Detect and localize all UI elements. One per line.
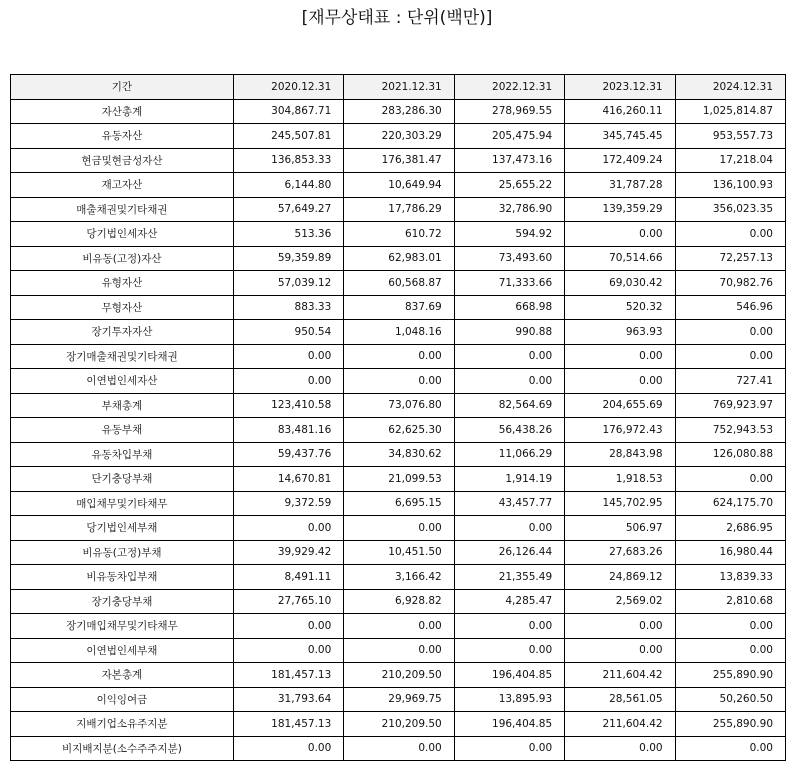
value-cell: 57,649.27 <box>233 197 343 222</box>
value-cell: 70,982.76 <box>675 271 785 296</box>
value-cell: 752,943.53 <box>675 418 785 443</box>
value-cell: 59,437.76 <box>233 442 343 467</box>
value-cell: 594.92 <box>454 222 564 247</box>
value-cell: 245,507.81 <box>233 124 343 149</box>
table-row <box>11 246 786 271</box>
value-cell: 2,569.02 <box>565 589 675 614</box>
value-cell: 62,625.30 <box>344 418 454 443</box>
table-row <box>11 124 786 149</box>
table-body <box>11 99 786 761</box>
table-row <box>11 197 786 222</box>
row-label: 비유동(고정)부채 <box>11 540 234 565</box>
value-cell: 172,409.24 <box>565 148 675 173</box>
value-cell: 82,564.69 <box>454 393 564 418</box>
row-label: 무형자산 <box>11 295 234 320</box>
value-cell: 60,568.87 <box>344 271 454 296</box>
column-header-date: 2020.12.31 <box>233 75 343 100</box>
value-cell: 17,218.04 <box>675 148 785 173</box>
value-cell: 136,100.93 <box>675 173 785 198</box>
row-label: 장기매출채권및기타채권 <box>11 344 234 369</box>
value-cell: 345,745.45 <box>565 124 675 149</box>
value-cell: 0.00 <box>344 516 454 541</box>
value-cell: 0.00 <box>675 222 785 247</box>
value-cell: 39,929.42 <box>233 540 343 565</box>
table-row <box>11 173 786 198</box>
value-cell: 2,810.68 <box>675 589 785 614</box>
value-cell: 73,076.80 <box>344 393 454 418</box>
table-row <box>11 614 786 639</box>
value-cell: 57,039.12 <box>233 271 343 296</box>
row-label: 단기충당부채 <box>11 467 234 492</box>
value-cell: 28,561.05 <box>565 687 675 712</box>
table-row <box>11 663 786 688</box>
row-label: 유동부채 <box>11 418 234 443</box>
value-cell: 176,972.43 <box>565 418 675 443</box>
value-cell: 11,066.29 <box>454 442 564 467</box>
value-cell: 50,260.50 <box>675 687 785 712</box>
value-cell: 546.96 <box>675 295 785 320</box>
value-cell: 25,655.22 <box>454 173 564 198</box>
value-cell: 0.00 <box>454 516 564 541</box>
table-row <box>11 442 786 467</box>
table-row <box>11 589 786 614</box>
value-cell: 990.88 <box>454 320 564 345</box>
table-row <box>11 467 786 492</box>
value-cell: 0.00 <box>233 344 343 369</box>
value-cell: 220,303.29 <box>344 124 454 149</box>
value-cell: 70,514.66 <box>565 246 675 271</box>
column-header-date: 2024.12.31 <box>675 75 785 100</box>
row-label: 당기법인세부채 <box>11 516 234 541</box>
balance-sheet-table <box>10 74 786 761</box>
row-label: 유형자산 <box>11 271 234 296</box>
row-label: 유동차입부채 <box>11 442 234 467</box>
row-label: 자본총계 <box>11 663 234 688</box>
value-cell: 16,980.44 <box>675 540 785 565</box>
value-cell: 62,983.01 <box>344 246 454 271</box>
value-cell: 513.36 <box>233 222 343 247</box>
row-label: 매출채권및기타채권 <box>11 197 234 222</box>
table-row <box>11 516 786 541</box>
value-cell: 27,683.26 <box>565 540 675 565</box>
value-cell: 1,048.16 <box>344 320 454 345</box>
value-cell: 31,787.28 <box>565 173 675 198</box>
value-cell: 8,491.11 <box>233 565 343 590</box>
value-cell: 255,890.90 <box>675 712 785 737</box>
value-cell: 0.00 <box>675 614 785 639</box>
value-cell: 0.00 <box>233 614 343 639</box>
value-cell: 356,023.35 <box>675 197 785 222</box>
value-cell: 2,686.95 <box>675 516 785 541</box>
value-cell: 0.00 <box>565 344 675 369</box>
table-row <box>11 271 786 296</box>
value-cell: 0.00 <box>233 638 343 663</box>
row-label: 현금및현금성자산 <box>11 148 234 173</box>
table-header-row <box>11 75 786 100</box>
value-cell: 0.00 <box>565 614 675 639</box>
value-cell: 196,404.85 <box>454 663 564 688</box>
value-cell: 10,451.50 <box>344 540 454 565</box>
value-cell: 56,438.26 <box>454 418 564 443</box>
value-cell: 29,969.75 <box>344 687 454 712</box>
value-cell: 1,918.53 <box>565 467 675 492</box>
table-row <box>11 687 786 712</box>
value-cell: 0.00 <box>233 736 343 761</box>
value-cell: 0.00 <box>565 638 675 663</box>
value-cell: 416,260.11 <box>565 99 675 124</box>
value-cell: 176,381.47 <box>344 148 454 173</box>
value-cell: 211,604.42 <box>565 712 675 737</box>
table-row <box>11 344 786 369</box>
table-row <box>11 540 786 565</box>
value-cell: 73,493.60 <box>454 246 564 271</box>
table-row <box>11 99 786 124</box>
row-label: 매입채무및기타채무 <box>11 491 234 516</box>
table-row <box>11 638 786 663</box>
row-label: 장기충당부채 <box>11 589 234 614</box>
value-cell: 0.00 <box>233 369 343 394</box>
value-cell: 1,914.19 <box>454 467 564 492</box>
value-cell: 6,695.15 <box>344 491 454 516</box>
table-row <box>11 418 786 443</box>
value-cell: 43,457.77 <box>454 491 564 516</box>
value-cell: 0.00 <box>675 467 785 492</box>
value-cell: 0.00 <box>454 369 564 394</box>
value-cell: 181,457.13 <box>233 712 343 737</box>
table-row <box>11 369 786 394</box>
value-cell: 26,126.44 <box>454 540 564 565</box>
value-cell: 59,359.89 <box>233 246 343 271</box>
value-cell: 883.33 <box>233 295 343 320</box>
value-cell: 4,285.47 <box>454 589 564 614</box>
value-cell: 69,030.42 <box>565 271 675 296</box>
value-cell: 71,333.66 <box>454 271 564 296</box>
row-label: 장기투자자산 <box>11 320 234 345</box>
value-cell: 17,786.29 <box>344 197 454 222</box>
row-label: 비지배지분(소수주주지분) <box>11 736 234 761</box>
value-cell: 520.32 <box>565 295 675 320</box>
value-cell: 0.00 <box>454 736 564 761</box>
row-label: 재고자산 <box>11 173 234 198</box>
value-cell: 210,209.50 <box>344 712 454 737</box>
table-row <box>11 393 786 418</box>
row-label: 당기법인세자산 <box>11 222 234 247</box>
table-row <box>11 565 786 590</box>
value-cell: 283,286.30 <box>344 99 454 124</box>
value-cell: 83,481.16 <box>233 418 343 443</box>
value-cell: 10,649.94 <box>344 173 454 198</box>
value-cell: 278,969.55 <box>454 99 564 124</box>
value-cell: 0.00 <box>675 344 785 369</box>
row-label: 부채총계 <box>11 393 234 418</box>
value-cell: 21,099.53 <box>344 467 454 492</box>
row-label: 이연법인세자산 <box>11 369 234 394</box>
row-label: 비유동(고정)자산 <box>11 246 234 271</box>
value-cell: 210,209.50 <box>344 663 454 688</box>
value-cell: 27,765.10 <box>233 589 343 614</box>
value-cell: 0.00 <box>344 614 454 639</box>
value-cell: 137,473.16 <box>454 148 564 173</box>
value-cell: 126,080.88 <box>675 442 785 467</box>
value-cell: 0.00 <box>454 344 564 369</box>
row-label: 비유동차입부채 <box>11 565 234 590</box>
row-label: 장기매입채무및기타채무 <box>11 614 234 639</box>
value-cell: 28,843.98 <box>565 442 675 467</box>
value-cell: 0.00 <box>454 638 564 663</box>
value-cell: 0.00 <box>565 369 675 394</box>
value-cell: 204,655.69 <box>565 393 675 418</box>
row-label: 지배기업소유주지분 <box>11 712 234 737</box>
value-cell: 211,604.42 <box>565 663 675 688</box>
value-cell: 953,557.73 <box>675 124 785 149</box>
value-cell: 34,830.62 <box>344 442 454 467</box>
value-cell: 9,372.59 <box>233 491 343 516</box>
column-header-date: 2022.12.31 <box>454 75 564 100</box>
value-cell: 769,923.97 <box>675 393 785 418</box>
value-cell: 24,869.12 <box>565 565 675 590</box>
value-cell: 181,457.13 <box>233 663 343 688</box>
table-row <box>11 148 786 173</box>
value-cell: 0.00 <box>344 369 454 394</box>
value-cell: 506.97 <box>565 516 675 541</box>
value-cell: 837.69 <box>344 295 454 320</box>
value-cell: 727.41 <box>675 369 785 394</box>
value-cell: 304,867.71 <box>233 99 343 124</box>
value-cell: 255,890.90 <box>675 663 785 688</box>
value-cell: 0.00 <box>344 736 454 761</box>
value-cell: 0.00 <box>675 736 785 761</box>
value-cell: 6,928.82 <box>344 589 454 614</box>
table-row <box>11 736 786 761</box>
row-label: 이익잉여금 <box>11 687 234 712</box>
value-cell: 950.54 <box>233 320 343 345</box>
value-cell: 0.00 <box>233 516 343 541</box>
table-row <box>11 491 786 516</box>
row-label: 자산총계 <box>11 99 234 124</box>
value-cell: 21,355.49 <box>454 565 564 590</box>
value-cell: 145,702.95 <box>565 491 675 516</box>
value-cell: 1,025,814.87 <box>675 99 785 124</box>
value-cell: 136,853.33 <box>233 148 343 173</box>
table-row <box>11 222 786 247</box>
value-cell: 0.00 <box>454 614 564 639</box>
value-cell: 0.00 <box>344 344 454 369</box>
table-row <box>11 712 786 737</box>
value-cell: 610.72 <box>344 222 454 247</box>
value-cell: 123,410.58 <box>233 393 343 418</box>
value-cell: 139,359.29 <box>565 197 675 222</box>
value-cell: 3,166.42 <box>344 565 454 590</box>
table-row <box>11 320 786 345</box>
value-cell: 624,175.70 <box>675 491 785 516</box>
value-cell: 6,144.80 <box>233 173 343 198</box>
value-cell: 0.00 <box>565 222 675 247</box>
value-cell: 31,793.64 <box>233 687 343 712</box>
value-cell: 13,839.33 <box>675 565 785 590</box>
value-cell: 668.98 <box>454 295 564 320</box>
value-cell: 0.00 <box>565 736 675 761</box>
value-cell: 32,786.90 <box>454 197 564 222</box>
value-cell: 72,257.13 <box>675 246 785 271</box>
column-header-period: 기간 <box>11 75 234 100</box>
value-cell: 205,475.94 <box>454 124 564 149</box>
value-cell: 14,670.81 <box>233 467 343 492</box>
value-cell: 13,895.93 <box>454 687 564 712</box>
value-cell: 196,404.85 <box>454 712 564 737</box>
row-label: 이연법인세부채 <box>11 638 234 663</box>
row-label: 유동자산 <box>11 124 234 149</box>
value-cell: 0.00 <box>675 638 785 663</box>
column-header-date: 2023.12.31 <box>565 75 675 100</box>
value-cell: 963.93 <box>565 320 675 345</box>
table-row <box>11 295 786 320</box>
value-cell: 0.00 <box>344 638 454 663</box>
column-header-date: 2021.12.31 <box>344 75 454 100</box>
value-cell: 0.00 <box>675 320 785 345</box>
page-title: [재무상태표 : 단위(백만)] <box>301 8 493 28</box>
